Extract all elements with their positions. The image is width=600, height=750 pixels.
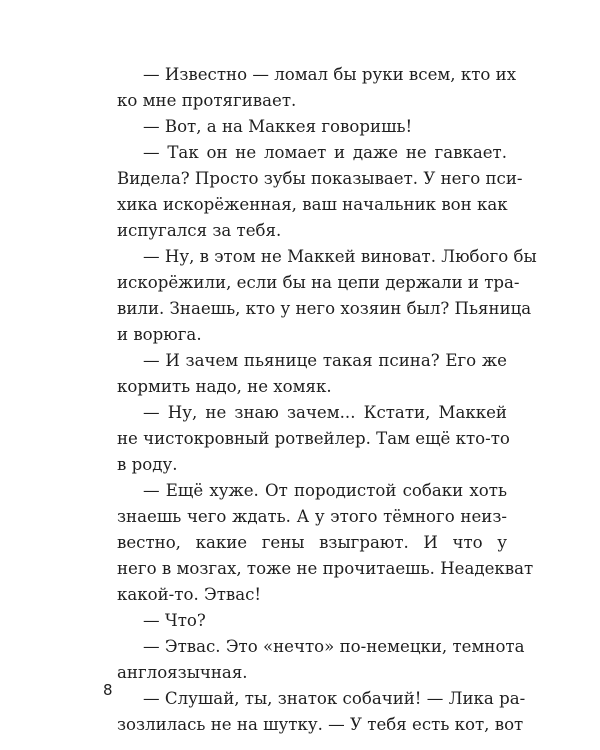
text-line: — Известно — ломал бы руки всем, кто их [143,65,517,84]
text-line: испугался за тебя. [117,221,282,240]
text-line: кормить надо, не хомяк. [117,377,332,396]
text-line: — Вот, а на Маккея говоришь! [143,117,413,136]
text-line: — Слушай, ты, знаток собачий! — Лика ра- [143,689,526,708]
text-line: искорёжили, если бы на цепи держали и тра- [117,273,520,292]
text-line: в роду. [117,455,178,474]
text-line: ко мне протягивает. [117,91,297,110]
text-line: какой-то. Этвас! [117,585,262,604]
text-line: знаешь чего ждать. А у этого тёмного неиз- [117,507,507,526]
text-line: англоязычная. [117,663,248,682]
text-line: — Так он не ломает и даже не гавкает. [143,143,507,162]
text-line: хика искорёженная, ваш начальник вон как [117,195,508,214]
text-line: и ворюга. [117,325,202,344]
text-line: не чистокровный ротвейлер. Там ещё кто-то [117,429,510,448]
text-line: — Что? [143,611,206,630]
text-line: него в мозгах, тоже не прочитаешь. Неадекват [117,559,534,578]
text-line: Видела? Просто зубы показывает. У него пси- [117,169,523,188]
text-line: — И зачем пьянице такая псина? Его же [143,351,507,370]
text-line: — Этвас. Это «нечто» по-немецки, темнота [143,637,525,656]
text-line: зозлилась не на шутку. — У тебя есть кот, вот [117,715,524,734]
text-line: — Ну, в этом не Маккей виноват. Любого бы [143,247,537,266]
page-number: 8 [103,681,113,699]
text-line: — Ещё хуже. От породистой собаки хоть [143,481,507,500]
text-line: — Ну, не знаю зачем... Кстати, Маккей [143,403,507,422]
text-line: вили. Знаешь, кто у него хозяин был? Пьяница [117,299,532,318]
text-line: вестно, какие гены взыграют. И что у [117,533,507,552]
